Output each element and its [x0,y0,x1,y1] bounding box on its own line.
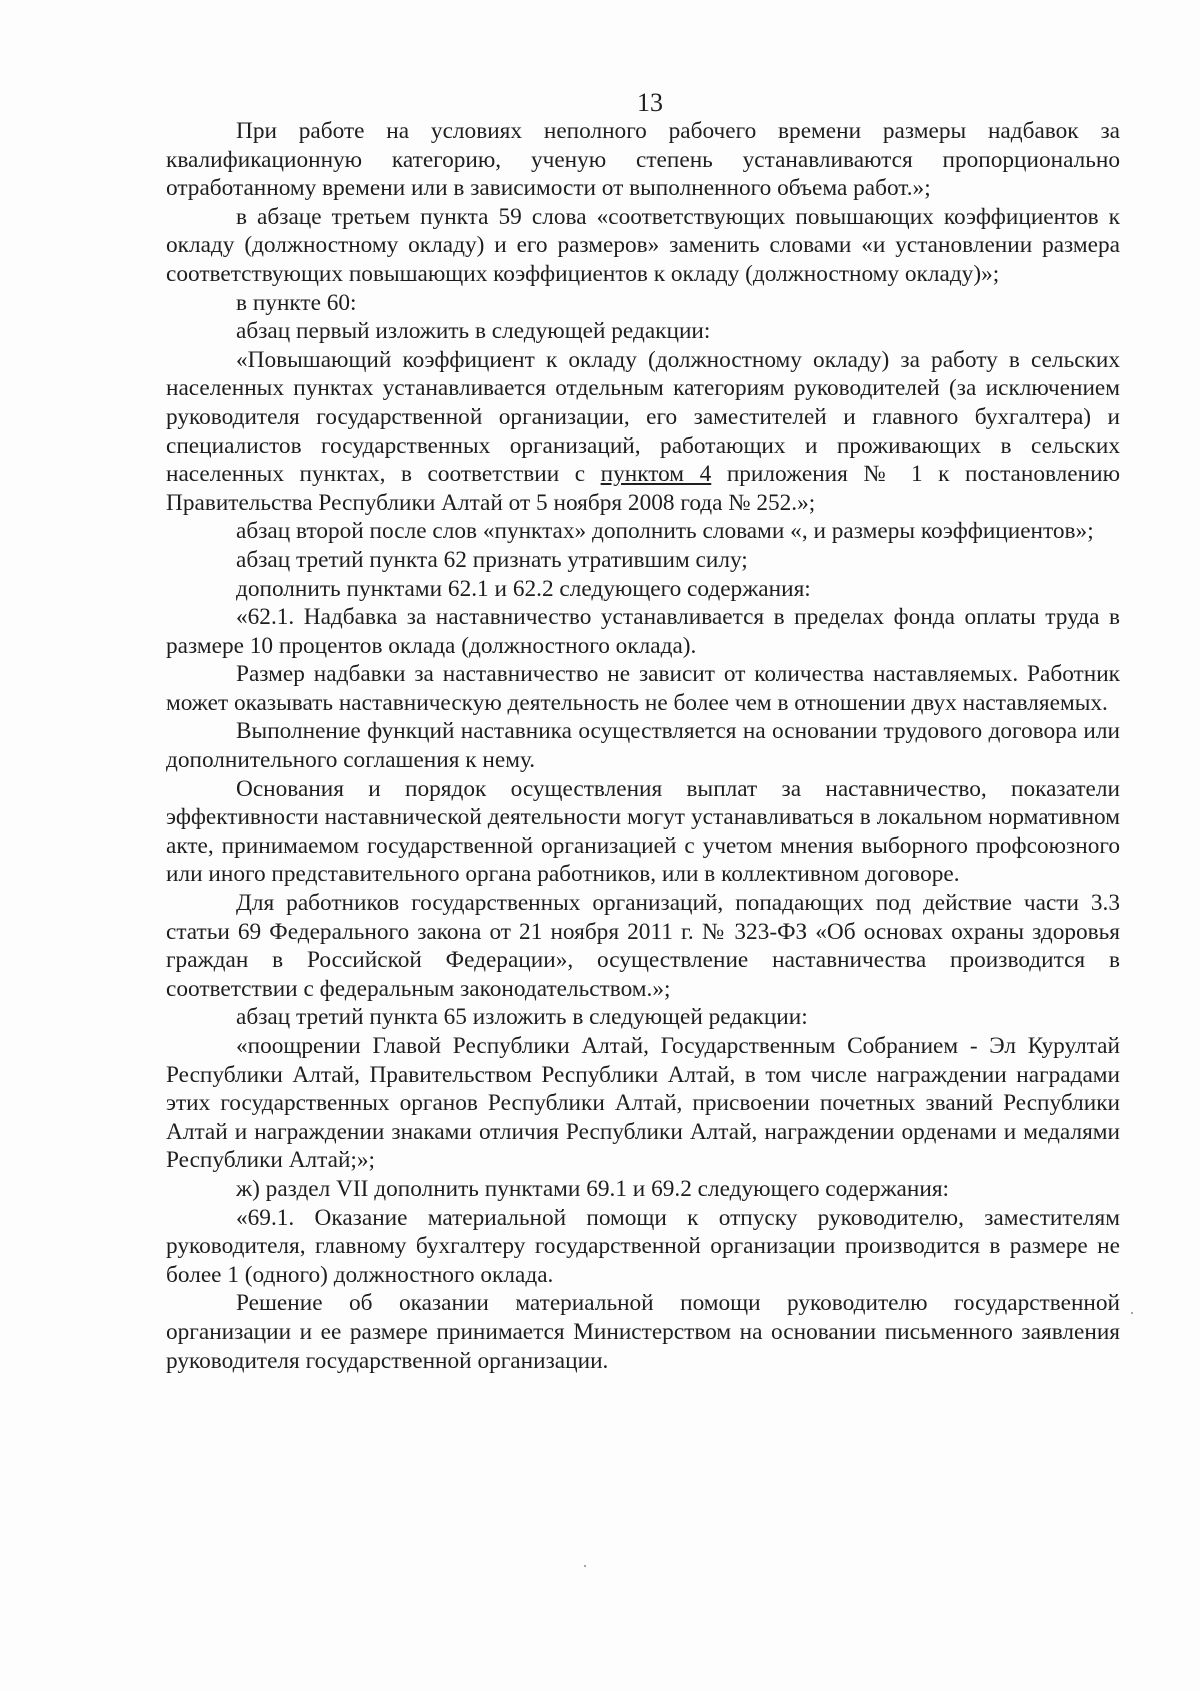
paragraph-8: дополнить пунктами 62.1 и 62.2 следующего содержания: [236,575,811,602]
paragraph-13: Для работников государственных организаций, попадающих под действие части 3.3 статьи 69 Федерального закона от 21 ноября 2011 г. № 323-ФЗ «Об основах охраны здоровья граждан в Российской Федерации», осуществление наставничества производится в соответствии с федеральным законодательством.»; [166,890,1120,1002]
paragraph-3: в пункте 60: [236,289,357,316]
paragraph-7: абзац третий пункта 62 признать утратившим силу; [236,546,748,573]
paragraph-9: «62.1. Надбавка за наставничество устанавливается в пределах фонда оплаты труда в размере 10 процентов оклада (должностного оклада). [166,604,1120,659]
paragraph-12: Основания и порядок осуществления выплат за наставничество, показатели эффективности наставнической деятельности могут устанавливаться в локальном нормативном акте, принимаемом государственной организацией с учетом мнения выборного профсоюзного или иного представительного органа работников, или в коллективном договоре. [166,775,1120,888]
paragraph-6: абзац второй после слов «пунктах» дополнить словами «, и размеры коэффициентов»; [236,518,1094,545]
paragraph-5 [166,346,1120,518]
paragraph-5-text-start: «Повышающий коэффициент к окладу (должностному окладу) за работу в сельских населенных пунктах устанавливается отдельным категориям руководителей (за исключением руководителя государственной организации, его заместителей и главного бухгалтера) и специалистов государственных организаций, работающих и проживающих в сельских населенных пунктах, в соответствии с [166,346,1120,488]
paragraph-10: Размер надбавки за наставничество не зависит от количества наставляемых. Работник может оказывать наставническую деятельность не более чем в отношении двух наставляемых. [166,661,1120,716]
paragraph-1: При работе на условиях неполного рабочего времени размеры надбавок за квалификационную категорию, ученую степень устанавливаются пропорционально отработанному времени или в зависимости от выполненного объема работ.»; [166,118,1120,202]
paragraph-5-link[interactable]: пунктом 4 [600,461,712,488]
page-number: 13 [637,88,663,117]
paragraph-11: Выполнение функций наставника осуществляется на основании трудового договора или дополнительного соглашения к нему. [166,718,1120,774]
paragraph-2: в абзаце третьем пункта 59 слова «соответствующих повышающих коэффициентов к окладу (должностному окладу) и его размеров» заменить словами «и установлении размера соответствующих повышающих коэффициентов к окладу (должностному окладу)»; [166,203,1120,287]
scan-speck [1131,1312,1133,1314]
paragraph-15: «поощрении Главой Республики Алтай, Государственным Собранием - Эл Курултай Республики Алтай, Правительством Республики Алтай, в том числе награждении наградами этих государственных органов Республики Алтай, присвоении почетных званий Республики Алтай и награждении знаками отличия Республики Алтай, награждении орденами и медалями Республики Алтай;»; [166,1033,1120,1174]
paragraph-16: ж) раздел VII дополнить пунктами 69.1 и 69.2 следующего содержания: [236,1175,950,1202]
paragraph-17: «69.1. Оказание материальной помощи к отпуску руководителю, заместителям руководителя, главному бухгалтеру государственной организации производится в размере не более 1 (одного) должностного оклада. [166,1204,1120,1288]
paragraph-14: абзац третий пункта 65 изложить в следующей редакции: [236,1004,808,1031]
paragraph-5-text-end: приложения № 1 к постановлению Правительства Республики Алтай от 5 ноября 2008 года № 252.»; [166,461,1120,516]
paragraph-18: Решение об оказании материальной помощи руководителю государственной организации и ее размере принимается Министерством на основании письменного заявления руководителя государственной организации. [166,1290,1120,1374]
document-body [166,117,1120,1375]
paragraph-4: абзац первый изложить в следующей редакции: [236,318,711,345]
scan-speck [584,1565,586,1567]
